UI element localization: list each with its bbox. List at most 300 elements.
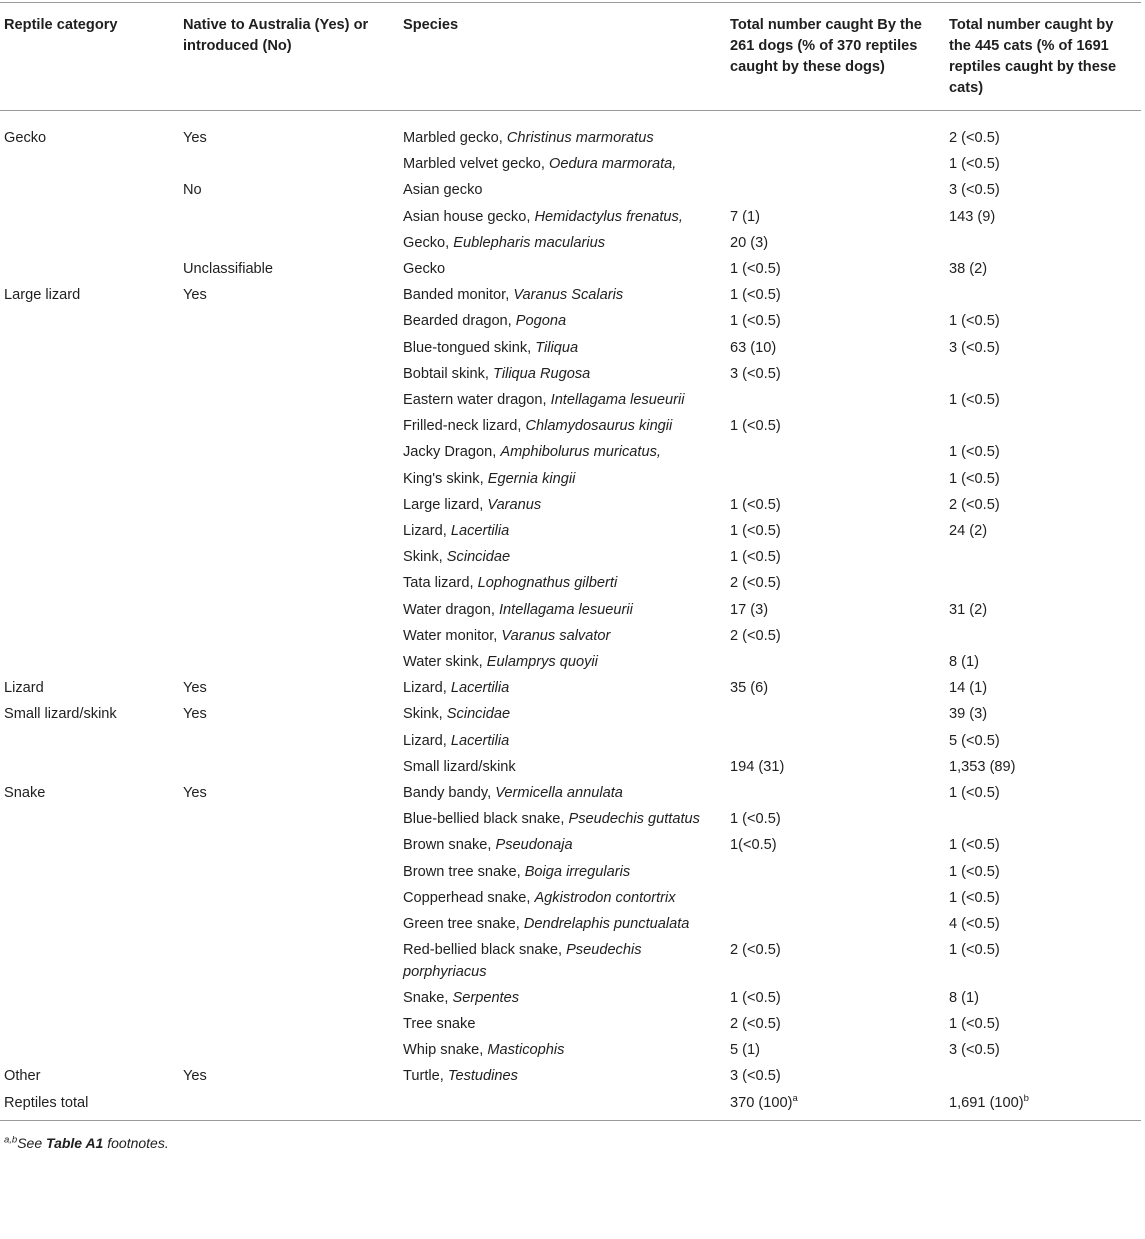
table-row — [0, 111, 1141, 150]
cell-category: Snake — [4, 785, 46, 802]
cell-category — [0, 306, 179, 332]
table-row — [0, 437, 1141, 463]
species-scientific-name: Eublepharis macularius — [453, 234, 605, 251]
cell-dogs: 2 (<0.5) — [730, 942, 781, 959]
table-row — [0, 490, 1141, 516]
total-cats-cell — [945, 1088, 1141, 1121]
cell-native: Yes — [183, 287, 207, 304]
footnote-prefix: See — [17, 1134, 47, 1151]
species-common-name: Marbled gecko, — [403, 130, 507, 146]
cell-native — [179, 883, 399, 909]
cell-category — [0, 1009, 179, 1035]
cell-category — [0, 411, 179, 437]
cell-dogs — [726, 647, 945, 673]
total-dogs-cell — [726, 1088, 945, 1121]
cell-cats: 4 (<0.5) — [949, 916, 1000, 933]
header-cats-total: Total number caught by the 445 cats (% of 1691 reptiles caught by these cats) — [945, 3, 1141, 111]
cell-species — [399, 1061, 726, 1087]
cell-cats: 1 (<0.5) — [949, 837, 1000, 854]
cell-cats: 1,353 (89) — [949, 758, 1016, 775]
header-dogs-total: Total number caught By the 261 dogs (% of 370 reptiles caught by these dogs) — [726, 3, 945, 111]
cell-species — [399, 175, 726, 201]
species-scientific-name: Intellagama lesueurii — [499, 601, 633, 618]
cell-category — [0, 857, 179, 883]
cell-cats: 1 (<0.5) — [949, 1015, 1000, 1032]
cell-category — [0, 542, 179, 568]
cell-species — [399, 568, 726, 594]
cell-species — [399, 752, 726, 778]
cell-category — [0, 804, 179, 830]
species-common-name: Skink, — [403, 549, 447, 566]
cell-dogs: 1(<0.5) — [730, 837, 777, 854]
species-common-name: Large lizard, — [403, 496, 488, 513]
cell-dogs — [726, 385, 945, 411]
table-row — [0, 228, 1141, 254]
cell-cats: 1 (<0.5) — [949, 889, 1000, 906]
table-row — [0, 909, 1141, 935]
cell-dogs: 2 (<0.5) — [730, 575, 781, 592]
table-row — [0, 804, 1141, 830]
table-row — [0, 1061, 1141, 1087]
header-reptile-category: Reptile category — [0, 3, 179, 111]
cell-cats: 24 (2) — [949, 523, 988, 540]
species-common-name: Lizard, — [403, 732, 451, 749]
cell-category — [0, 935, 179, 982]
table-row — [0, 359, 1141, 385]
cell-category — [0, 568, 179, 594]
cell-category — [0, 647, 179, 673]
table-row — [0, 149, 1141, 175]
cell-native — [179, 909, 399, 935]
cell-native — [179, 804, 399, 830]
table-row — [0, 1035, 1141, 1061]
cell-native — [179, 647, 399, 673]
cell-native — [179, 595, 399, 621]
cell-cats: 1 (<0.5) — [949, 942, 1000, 959]
cell-dogs: 20 (3) — [730, 234, 769, 251]
cell-category — [0, 202, 179, 228]
header-native: Native to Australia (Yes) or introduced (No) — [179, 3, 399, 111]
species-common-name: Water dragon, — [403, 601, 499, 618]
header-species: Species — [399, 3, 726, 111]
species-common-name: Water monitor, — [403, 627, 502, 644]
cell-dogs: 35 (6) — [730, 680, 769, 697]
table-row — [0, 254, 1141, 280]
cell-dogs: 17 (3) — [730, 601, 769, 618]
species-common-name: Gecko, — [403, 234, 454, 251]
species-scientific-name: Lacertilia — [450, 732, 510, 749]
species-scientific-name: Boiga irregularis — [524, 863, 631, 880]
total-species — [399, 1088, 726, 1121]
cell-species — [399, 306, 726, 332]
species-scientific-name: Lacertilia — [450, 523, 510, 540]
cell-category — [0, 621, 179, 647]
cell-dogs: 194 (31) — [730, 758, 785, 775]
cell-cats — [945, 1061, 1141, 1087]
cell-species — [399, 411, 726, 437]
cell-cats: 3 (<0.5) — [949, 339, 1000, 356]
cell-category — [0, 983, 179, 1009]
cell-cats — [945, 621, 1141, 647]
cell-cats: 39 (3) — [949, 706, 988, 723]
table-row — [0, 411, 1141, 437]
cell-species — [399, 673, 726, 699]
cell-dogs: 1 (<0.5) — [730, 496, 781, 513]
table-row — [0, 595, 1141, 621]
cell-category: Other — [4, 1068, 41, 1085]
cell-species — [399, 464, 726, 490]
cell-species — [399, 726, 726, 752]
table-row — [0, 883, 1141, 909]
cell-dogs: 2 (<0.5) — [730, 627, 781, 644]
table-row — [0, 542, 1141, 568]
cell-cats: 3 (<0.5) — [949, 1042, 1000, 1059]
cell-dogs — [726, 111, 945, 150]
cell-cats: 1 (<0.5) — [949, 392, 1000, 409]
cell-native: Yes — [183, 785, 207, 802]
species-common-name: Tata lizard, — [403, 575, 478, 592]
total-label: Reptiles total — [0, 1088, 179, 1121]
cell-native — [179, 935, 399, 982]
cell-cats: 5 (<0.5) — [949, 732, 1000, 749]
cell-species — [399, 621, 726, 647]
cell-species — [399, 857, 726, 883]
cell-cats — [945, 280, 1141, 306]
cell-category — [0, 437, 179, 463]
species-scientific-name: Oedura marmorata, — [549, 156, 677, 173]
footnote-ref: Table A1 — [46, 1134, 104, 1151]
species-common-name: Marbled velvet gecko, — [403, 156, 550, 173]
table-body — [0, 111, 1141, 1121]
species-common-name: Water skink, — [403, 654, 487, 671]
cell-cats — [945, 804, 1141, 830]
table-row — [0, 673, 1141, 699]
footnote-mark: a,b — [4, 1134, 18, 1146]
cell-dogs — [726, 883, 945, 909]
cell-cats — [945, 359, 1141, 385]
footnote-suffix: footnotes. — [103, 1134, 169, 1151]
cell-category — [0, 752, 179, 778]
cell-species — [399, 254, 726, 280]
cell-cats — [945, 542, 1141, 568]
table-row — [0, 935, 1141, 982]
cell-native — [179, 464, 399, 490]
cell-species — [399, 280, 726, 306]
cell-species — [399, 490, 726, 516]
cell-species — [399, 830, 726, 856]
species-common-name: Small lizard/skink — [403, 758, 516, 775]
cell-cats: 1 (<0.5) — [949, 470, 1000, 487]
table-row — [0, 621, 1141, 647]
cell-native — [179, 490, 399, 516]
table-header-row — [0, 3, 1141, 111]
species-scientific-name: Agkistrodon contortrix — [534, 889, 676, 906]
table-row — [0, 333, 1141, 359]
cell-native — [179, 437, 399, 463]
cell-dogs: 1 (<0.5) — [730, 313, 781, 330]
cell-category — [0, 228, 179, 254]
species-scientific-name: Scincidae — [446, 549, 511, 566]
cell-native — [179, 516, 399, 542]
cell-native: Unclassifiable — [183, 261, 274, 278]
cell-cats: 143 (9) — [949, 208, 996, 225]
cell-dogs: 1 (<0.5) — [730, 811, 781, 828]
cell-native — [179, 306, 399, 332]
cell-dogs: 3 (<0.5) — [730, 1068, 781, 1085]
cell-dogs — [726, 699, 945, 725]
table-row — [0, 568, 1141, 594]
cell-dogs: 2 (<0.5) — [730, 1015, 781, 1032]
species-common-name: Lizard, — [403, 680, 451, 697]
species-scientific-name: Tiliqua — [535, 339, 579, 356]
cell-dogs: 3 (<0.5) — [730, 365, 781, 382]
cell-dogs: 1 (<0.5) — [730, 418, 781, 435]
cell-native — [179, 983, 399, 1009]
species-scientific-name: Eulamprys quoyii — [486, 654, 598, 671]
species-common-name: Gecko — [403, 261, 446, 278]
species-common-name: Copperhead snake, — [403, 889, 535, 906]
cell-category — [0, 385, 179, 411]
cell-cats: 8 (1) — [949, 989, 980, 1006]
cell-dogs: 1 (<0.5) — [730, 523, 781, 540]
cell-dogs — [726, 726, 945, 752]
cell-species — [399, 909, 726, 935]
cell-native — [179, 411, 399, 437]
cell-cats: 1 (<0.5) — [949, 313, 1000, 330]
cell-native — [179, 752, 399, 778]
cell-native — [179, 333, 399, 359]
cell-cats: 2 (<0.5) — [949, 130, 1000, 146]
cell-species — [399, 699, 726, 725]
cell-species — [399, 647, 726, 673]
species-common-name: Tree snake — [403, 1015, 476, 1032]
cell-native — [179, 568, 399, 594]
cell-category — [0, 333, 179, 359]
species-scientific-name: Amphibolurus muricatus, — [500, 444, 661, 461]
table-row — [0, 1009, 1141, 1035]
species-common-name: Lizard, — [403, 523, 451, 540]
cell-species — [399, 149, 726, 175]
cell-native — [179, 830, 399, 856]
cell-native: Yes — [183, 706, 207, 723]
species-scientific-name: Serpentes — [452, 989, 520, 1006]
cell-species — [399, 202, 726, 228]
cell-native — [179, 228, 399, 254]
table-row — [0, 857, 1141, 883]
cell-cats: 3 (<0.5) — [949, 182, 1000, 199]
cell-category — [0, 909, 179, 935]
species-scientific-name: Dendrelaphis punctualata — [523, 916, 690, 933]
total-cats-footnote-mark: b — [1023, 1092, 1029, 1104]
species-common-name: Asian gecko — [403, 182, 483, 199]
cell-species — [399, 111, 726, 150]
cell-category — [0, 516, 179, 542]
cell-native — [179, 359, 399, 385]
species-scientific-name: Varanus — [487, 496, 542, 513]
cell-cats: 1 (<0.5) — [949, 444, 1000, 461]
species-common-name: Blue-bellied black snake, — [403, 811, 569, 828]
cell-species — [399, 883, 726, 909]
species-scientific-name: Tiliqua Rugosa — [493, 365, 591, 382]
cell-species — [399, 333, 726, 359]
cell-category — [0, 490, 179, 516]
cell-cats: 1 (<0.5) — [949, 156, 1000, 173]
species-scientific-name: Varanus salvator — [501, 627, 611, 644]
species-scientific-name: Pseudechis guttatus — [568, 811, 700, 828]
cell-species — [399, 542, 726, 568]
total-native — [179, 1088, 399, 1121]
cell-category — [0, 726, 179, 752]
species-common-name: Jacky Dragon, — [403, 444, 501, 461]
cell-dogs: 63 (10) — [730, 339, 777, 356]
reptile-table-container — [0, 2, 1145, 1153]
cell-species — [399, 228, 726, 254]
total-dogs: 370 (100) — [730, 1094, 793, 1111]
species-scientific-name: Pogona — [515, 313, 567, 330]
cell-native: Yes — [183, 680, 207, 697]
cell-cats: 1 (<0.5) — [949, 863, 1000, 880]
cell-category — [0, 1035, 179, 1061]
species-common-name: Eastern water dragon, — [403, 392, 551, 409]
cell-category — [0, 464, 179, 490]
table-row — [0, 385, 1141, 411]
cell-cats: 31 (2) — [949, 601, 988, 618]
cell-category: Small lizard/skink — [4, 706, 117, 723]
cell-species — [399, 983, 726, 1009]
reptiles-caught-table — [0, 2, 1141, 1121]
species-common-name: Bobtail skink, — [403, 365, 494, 382]
cell-dogs — [726, 149, 945, 175]
species-scientific-name: Christinus marmoratus — [506, 130, 654, 146]
table-row — [0, 306, 1141, 332]
species-scientific-name: Masticophis — [487, 1042, 565, 1059]
species-common-name: Banded monitor, — [403, 287, 514, 304]
cell-species — [399, 516, 726, 542]
cell-category — [0, 883, 179, 909]
species-common-name: Whip snake, — [403, 1042, 488, 1059]
species-scientific-name: Lophognathus gilberti — [477, 575, 618, 592]
cell-native — [179, 202, 399, 228]
cell-native — [179, 149, 399, 175]
cell-category: Gecko — [4, 130, 47, 146]
cell-dogs — [726, 778, 945, 804]
cell-cats: 8 (1) — [949, 654, 980, 671]
cell-dogs: 1 (<0.5) — [730, 989, 781, 1006]
cell-cats — [945, 228, 1141, 254]
cell-native — [179, 542, 399, 568]
table-row — [0, 464, 1141, 490]
table-row — [0, 516, 1141, 542]
cell-native — [179, 1035, 399, 1061]
cell-species — [399, 804, 726, 830]
cell-native — [179, 726, 399, 752]
table-row — [0, 778, 1141, 804]
species-common-name: King's skink, — [403, 470, 488, 487]
cell-species — [399, 385, 726, 411]
cell-cats — [945, 411, 1141, 437]
cell-native — [179, 1009, 399, 1035]
cell-native — [179, 385, 399, 411]
species-scientific-name: Testudines — [447, 1068, 518, 1085]
table-row — [0, 647, 1141, 673]
species-scientific-name: Lacertilia — [450, 680, 510, 697]
table-footnote — [4, 1133, 1145, 1153]
cell-dogs — [726, 175, 945, 201]
cell-species — [399, 359, 726, 385]
table-row — [0, 202, 1141, 228]
cell-native: No — [183, 182, 202, 199]
cell-cats — [945, 568, 1141, 594]
species-scientific-name: Scincidae — [446, 706, 511, 723]
species-common-name: Green tree snake, — [403, 916, 524, 933]
species-common-name: Turtle, — [403, 1068, 448, 1085]
species-common-name: Brown snake, — [403, 837, 496, 854]
table-row — [0, 726, 1141, 752]
cell-native — [179, 857, 399, 883]
cell-dogs: 7 (1) — [730, 208, 761, 225]
cell-species — [399, 595, 726, 621]
cell-native: Yes — [183, 1068, 207, 1085]
species-scientific-name: Pseudechis porphyriacus — [403, 942, 642, 980]
species-common-name: Snake, — [403, 989, 453, 1006]
cell-species — [399, 778, 726, 804]
cell-dogs — [726, 437, 945, 463]
species-common-name: Brown tree snake, — [403, 863, 525, 880]
table-row — [0, 175, 1141, 201]
cell-dogs: 1 (<0.5) — [730, 287, 781, 304]
cell-category — [0, 175, 179, 201]
table-row — [0, 830, 1141, 856]
cell-species — [399, 1035, 726, 1061]
cell-category — [0, 254, 179, 280]
species-common-name: Frilled-neck lizard, — [403, 418, 526, 435]
table-row — [0, 280, 1141, 306]
cell-cats: 14 (1) — [949, 680, 988, 697]
cell-species — [399, 1009, 726, 1035]
table-total-row — [0, 1088, 1141, 1121]
species-common-name: Bearded dragon, — [403, 313, 516, 330]
cell-cats: 38 (2) — [949, 261, 988, 278]
cell-category: Lizard — [4, 680, 44, 697]
cell-dogs: 1 (<0.5) — [730, 261, 781, 278]
species-scientific-name: Varanus Scalaris — [513, 287, 624, 304]
cell-dogs — [726, 857, 945, 883]
cell-cats: 1 (<0.5) — [949, 785, 1000, 802]
table-row — [0, 983, 1141, 1009]
species-scientific-name: Intellagama lesueurii — [550, 392, 685, 409]
species-common-name: Blue-tongued skink, — [403, 339, 536, 356]
species-common-name: Skink, — [403, 706, 447, 723]
cell-native — [179, 621, 399, 647]
cell-species — [399, 935, 726, 982]
cell-category — [0, 359, 179, 385]
species-scientific-name: Egernia kingii — [487, 470, 576, 487]
cell-category — [0, 830, 179, 856]
total-dogs-footnote-mark: a — [792, 1092, 798, 1104]
cell-dogs: 1 (<0.5) — [730, 549, 781, 566]
species-scientific-name: Vermicella annulata — [495, 785, 623, 802]
table-row — [0, 752, 1141, 778]
cell-category — [0, 149, 179, 175]
cell-dogs — [726, 909, 945, 935]
table-row — [0, 699, 1141, 725]
species-common-name: Bandy bandy, — [403, 785, 496, 802]
cell-dogs — [726, 464, 945, 490]
cell-category — [0, 595, 179, 621]
cell-cats: 2 (<0.5) — [949, 496, 1000, 513]
species-scientific-name: Hemidactylus frenatus, — [534, 208, 683, 225]
species-common-name: Red-bellied black snake, — [403, 942, 567, 959]
